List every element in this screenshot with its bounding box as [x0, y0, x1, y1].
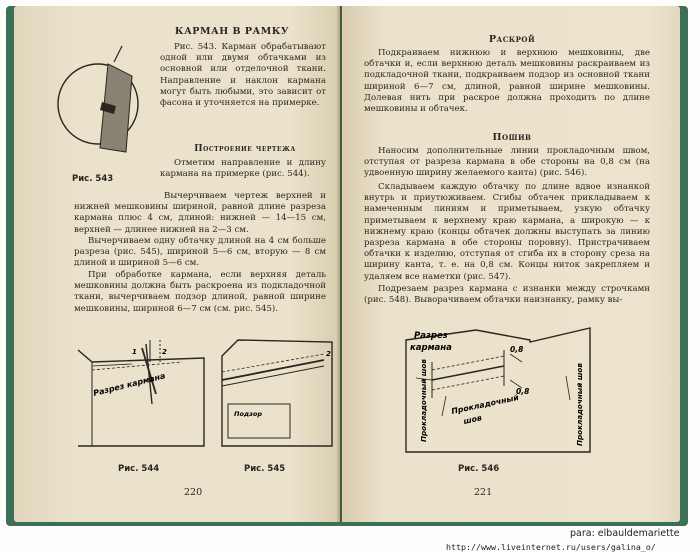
fig546-dim-2: 0,8 [516, 387, 530, 396]
fig546-caption: Рис. 546 [458, 464, 500, 474]
left-page [14, 6, 340, 522]
fig546-seam-2b: шов [462, 413, 483, 426]
right-p4: Подрезаем разрез кармана с изнанки между строчками (рис. 548). Выворачиваем обтачки наизнанку, рамку вы- [364, 284, 650, 306]
left-page-heading: КАРМАН В РАМКУ [174, 26, 290, 37]
right-p3: Складываем каждую обтачку по длине вдвое изнанкой внутрь и приутюживаем. Сгибы обтачек прикладываем к намеченным линиям и приметываем, узкую обтачку приметываем к верхнему краю кармана, а широкую — к нижнему краю (концы обтачек должны выступать за линию разреза кармана в обе стороны поровну). Пристрачиваем обтачки к изделию, отступая от сгиба их в сторону среза на ширину канта, т. е. на 0,8 см. Концы ниток закрепляем и удаляем все наметки (рис. 547). [364, 182, 650, 282]
fig544-label: Разрез кармана [92, 371, 167, 398]
left-p1: Отметим направление и длину кармана на примерке (рис. 544). [160, 158, 326, 180]
right-p2: Наносим дополнительные линии прокладочным швом, отступая от разреза кармана в обе стороны на 0,8 см (на удвоенную ширину желаемого канта) (рис. 546). [364, 146, 650, 179]
left-intro: Рис. 543. Карман обрабатывают одной или двумя обтачками из основной или отделочной ткани. Направление и наклон кармана могут быть любыми, это зависит от фасона и уточняется на примерке. [160, 42, 326, 109]
fig545-caption: Рис. 545 [244, 464, 286, 474]
right-p1: Подкраиваем нижнюю и верхнюю мешковины, две обтачки и, если верхнюю деталь мешковины раскраиваем из подкладочной ткани, подкраиваем подзор из основной ткани шириной 6—7 см, длиной, равной ширине мешковины. Долевая нить при раскрое должна проходить по длине мешковины и обтачек. [364, 48, 650, 115]
fig543-caption: Рис. 543 [72, 174, 114, 184]
fig545-mark-2: 2 [326, 350, 331, 358]
right-page-number: 221 [474, 487, 493, 498]
right-page-heading: Раскрой [488, 34, 536, 45]
fig546-seam-1: Прокладочный шов [419, 359, 428, 442]
fig544-mark-1: 1 [132, 348, 137, 356]
fig546-seam-3: Прокладочный шов [575, 363, 584, 446]
left-page-number: 220 [184, 487, 203, 498]
left-p3: Вычерчиваем одну обтачку длиной на 4 см больше разреза (рис. 545), шириной 5—6 см, вторую — 8 см длиной и шириной 5—6 см. [74, 236, 326, 269]
fig545-label: Подзор [234, 410, 263, 418]
fig546-seam-2: Прокладочный [450, 392, 520, 416]
fig546-dim-1: 0,8 [510, 345, 524, 354]
fig544-mark-2: 2 [162, 348, 167, 356]
fig546-label-cut-2: кармана [410, 343, 452, 353]
right-page [342, 6, 680, 522]
right-subheading: Пошив [492, 132, 532, 143]
left-p2: Вычерчиваем чертеж верхней и нижней мешковины шириной, равной длине разреза кармана плюс 4 см, длиной: нижней — 14—15 см, верхней — длинее нижней на 2—3 см. [74, 191, 326, 235]
left-p4: При обработке кармана, если верхняя деталь мешковины должна быть раскроена из подкладочной ткани, вычерчиваем подзор длиной, равной ширине мешковины, шириной 6—7 см (см. рис. 545). [74, 270, 326, 314]
fig546-label-cut-1: Разрез [414, 331, 448, 341]
fig544-caption: Рис. 544 [118, 464, 160, 474]
open-book [6, 6, 688, 526]
figure-546 [392, 318, 628, 460]
left-subheading: Построение чертежа [194, 144, 296, 154]
figure-545 [214, 334, 338, 452]
figure-544 [72, 334, 212, 452]
watermark-url: http://www.liveinternet.ru/users/galina_o/ [446, 542, 656, 552]
figure-543 [56, 42, 146, 162]
watermark-credit: para: elbauldemariette [570, 528, 680, 539]
